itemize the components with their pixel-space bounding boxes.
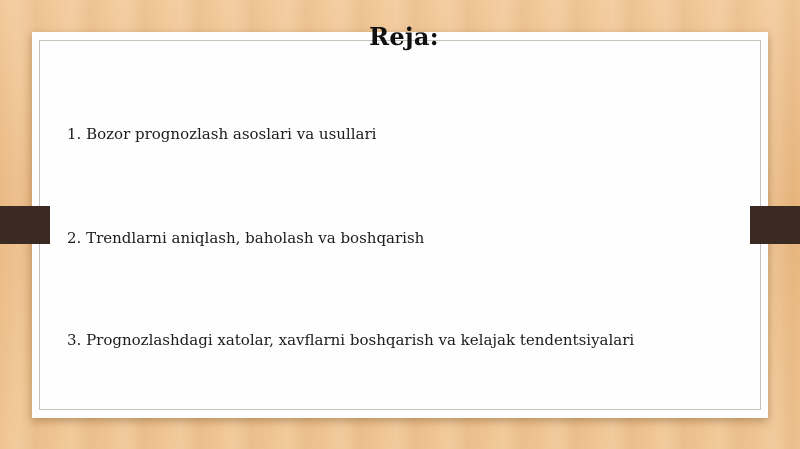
- slide-card-border: [39, 40, 761, 410]
- plan-item-1: 1. Bozor prognozlash asoslari va usullari: [67, 125, 377, 143]
- right-side-tab: [750, 206, 800, 244]
- slide-card: [32, 32, 768, 418]
- slide-title: Reja:: [369, 22, 439, 51]
- plan-item-2: 2. Trendlarni aniqlash, baholash va boshqarish: [67, 229, 425, 247]
- plan-item-3: 3. Prognozlashdagi xatolar, xavflarni boshqarish va kelajak tendentsiyalari: [67, 331, 635, 349]
- left-side-tab: [0, 206, 50, 244]
